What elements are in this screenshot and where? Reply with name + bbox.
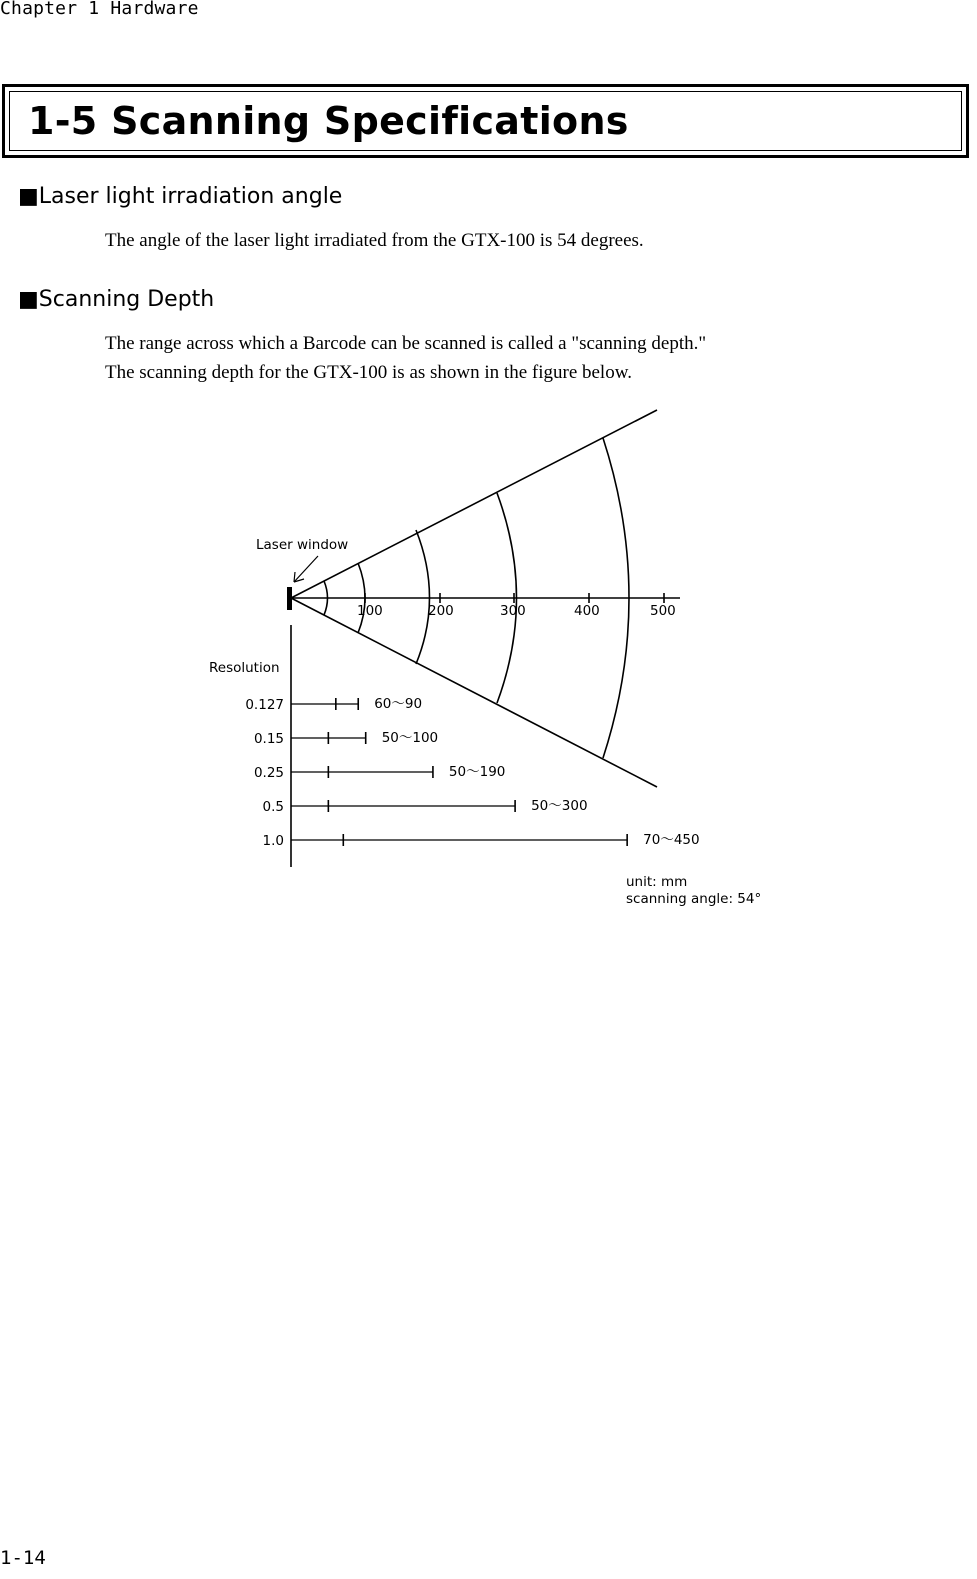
heading-laser-angle: ■Laser light irradiation angle: [18, 184, 343, 209]
scan-cone-upper-edge: [291, 410, 657, 598]
resolution-value-0: 0.127: [245, 697, 284, 713]
resolution-range-rows: [245, 696, 699, 849]
laser-window-mark: [287, 587, 292, 610]
axis-tick-label-400: 400: [574, 603, 600, 619]
resolution-value-4: 1.0: [262, 833, 284, 849]
resolution-label: Resolution: [209, 660, 280, 676]
paragraph-scanning-depth-1: The range across which a Barcode can be scanned is called a "scanning depth.": [105, 333, 707, 354]
section-title: 1-5 Scanning Specifications: [28, 99, 629, 143]
range-label-2: 50～190: [448, 764, 506, 780]
axis-tick-label-500: 500: [650, 603, 676, 619]
scanning-angle-note: scanning angle: 54°: [626, 891, 762, 907]
axis-tick-label-100: 100: [357, 603, 383, 619]
range-label-1: 50～100: [381, 730, 439, 746]
laser-window-pointer: [294, 556, 318, 582]
paragraph-scanning-depth-2: The scanning depth for the GTX-100 is as shown in the figure below.: [105, 362, 632, 383]
running-head: Chapter 1 Hardware: [0, 0, 199, 19]
page-number: 1-14: [0, 1547, 46, 1569]
range-label-0: 60～90: [374, 696, 423, 712]
laser-window-label: Laser window: [256, 537, 349, 553]
depth-arc-200: [416, 530, 430, 664]
resolution-value-1: 0.15: [253, 731, 284, 747]
axis-tick-label-300: 300: [500, 603, 526, 619]
heading-scanning-depth: ■Scanning Depth: [18, 287, 215, 312]
unit-note: unit: mm: [626, 874, 688, 890]
range-label-4: 70～450: [643, 832, 700, 848]
range-label-3: 50～300: [531, 798, 588, 814]
scan-cone-lower-edge: [291, 598, 657, 787]
paragraph-laser-angle: The angle of the laser light irradiated from the GTX-100 is 54 degrees.: [105, 230, 644, 251]
resolution-value-3: 0.5: [262, 799, 284, 815]
resolution-value-2: 0.25: [253, 765, 284, 781]
axis-tick-label-200: 200: [428, 603, 454, 619]
